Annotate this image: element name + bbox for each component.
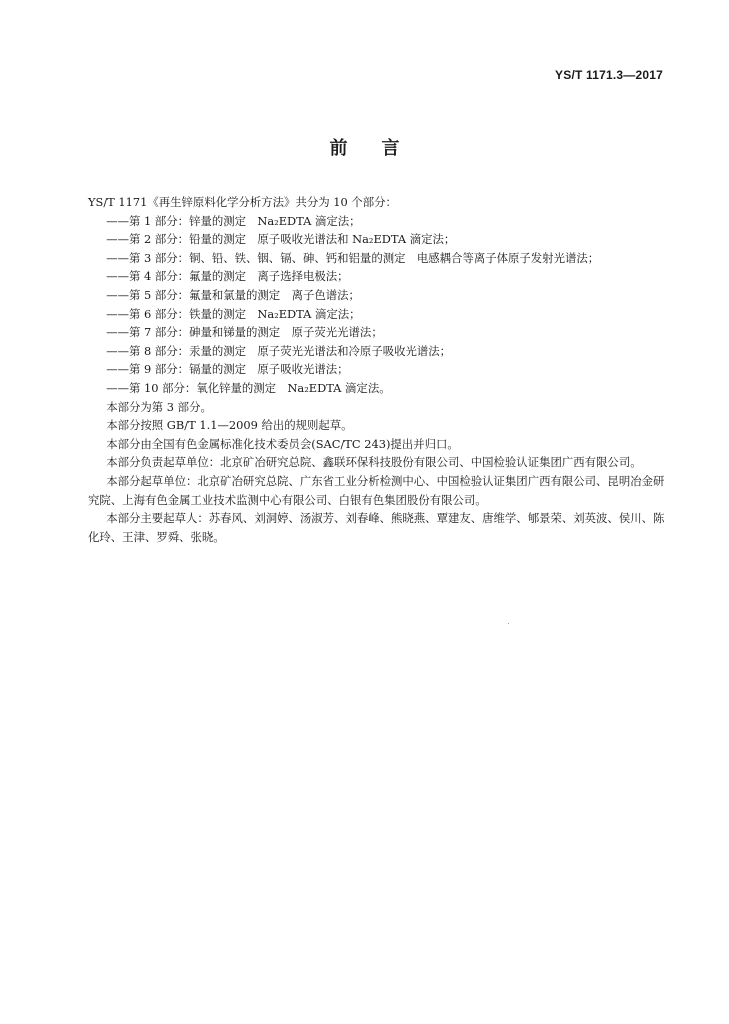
standard-code: YS/T 1171.3—2017 <box>555 68 663 82</box>
drafting-rules-paragraph: 本部分按照 GB/T 1.1—2009 给出的规则起草。 <box>106 418 353 433</box>
drafting-units-paragraph: 本部分起草单位：北京矿冶研究总院、广东省工业分析检测中心、中国检验认证集团广西有限公司、昆明冶金研究院、上海有色金属工业技术监测中心有限公司、白银有色集团股份有限公司。 <box>88 473 665 507</box>
parts-list <box>88 212 670 398</box>
scan-speck <box>508 623 509 624</box>
main-drafters-paragraph: 本部分主要起草人：苏春风、刘洞婷、汤淑芳、刘春峰、熊晓燕、覃建友、唐维学、郇景荣、刘英波、侯川、陈化玲、王津、罗舜、张晓。 <box>88 511 665 544</box>
part-item-7: ——第 7 部分：砷量和锑量的测定 原子荧光光谱法； <box>106 325 383 340</box>
part-item-3: ——第 3 部分：铜、铅、铁、铟、镉、砷、钙和铝量的测定 电感耦合等离子体原子发射光谱法； <box>106 250 600 265</box>
part-item-5: ——第 5 部分：氟量和氯量的测定 离子色谱法； <box>106 287 360 302</box>
this-part-paragraph: 本部分为第 3 部分。 <box>106 399 212 414</box>
page-title: 前言 <box>329 138 434 159</box>
part-item-8: ——第 8 部分：汞量的测定 原子荧光光谱法和冷原子吸收光谱法； <box>106 343 452 358</box>
part-item-6: ——第 6 部分：铁量的测定 Na₂EDTA 滴定法； <box>106 306 361 321</box>
intro-paragraph: YS/T 1171《再生锌原料化学分析方法》共分为 10 个部分： <box>88 195 397 209</box>
part-item-10: ——第 10 部分：氧化锌量的测定 Na₂EDTA 滴定法。 <box>106 380 391 395</box>
part-item-1: ——第 1 部分：锌量的测定 Na₂EDTA 滴定法； <box>106 213 361 228</box>
responsible-units-paragraph: 本部分负责起草单位：北京矿冶研究总院、鑫联环保科技股份有限公司、中国检验认证集团广西有限公司。 <box>106 455 642 470</box>
part-item-9: ——第 9 部分：镉量的测定 原子吸收光谱法； <box>106 362 349 377</box>
part-item-4: ——第 4 部分：氟量的测定 离子选择电极法； <box>106 269 349 284</box>
part-item-2: ——第 2 部分：铅量的测定 原子吸收光谱法和 Na₂EDTA 滴定法； <box>106 232 456 247</box>
proposed-by-paragraph: 本部分由全国有色金属标准化技术委员会(SAC/TC 243)提出并归口。 <box>106 436 459 451</box>
foreword-body <box>88 193 670 546</box>
